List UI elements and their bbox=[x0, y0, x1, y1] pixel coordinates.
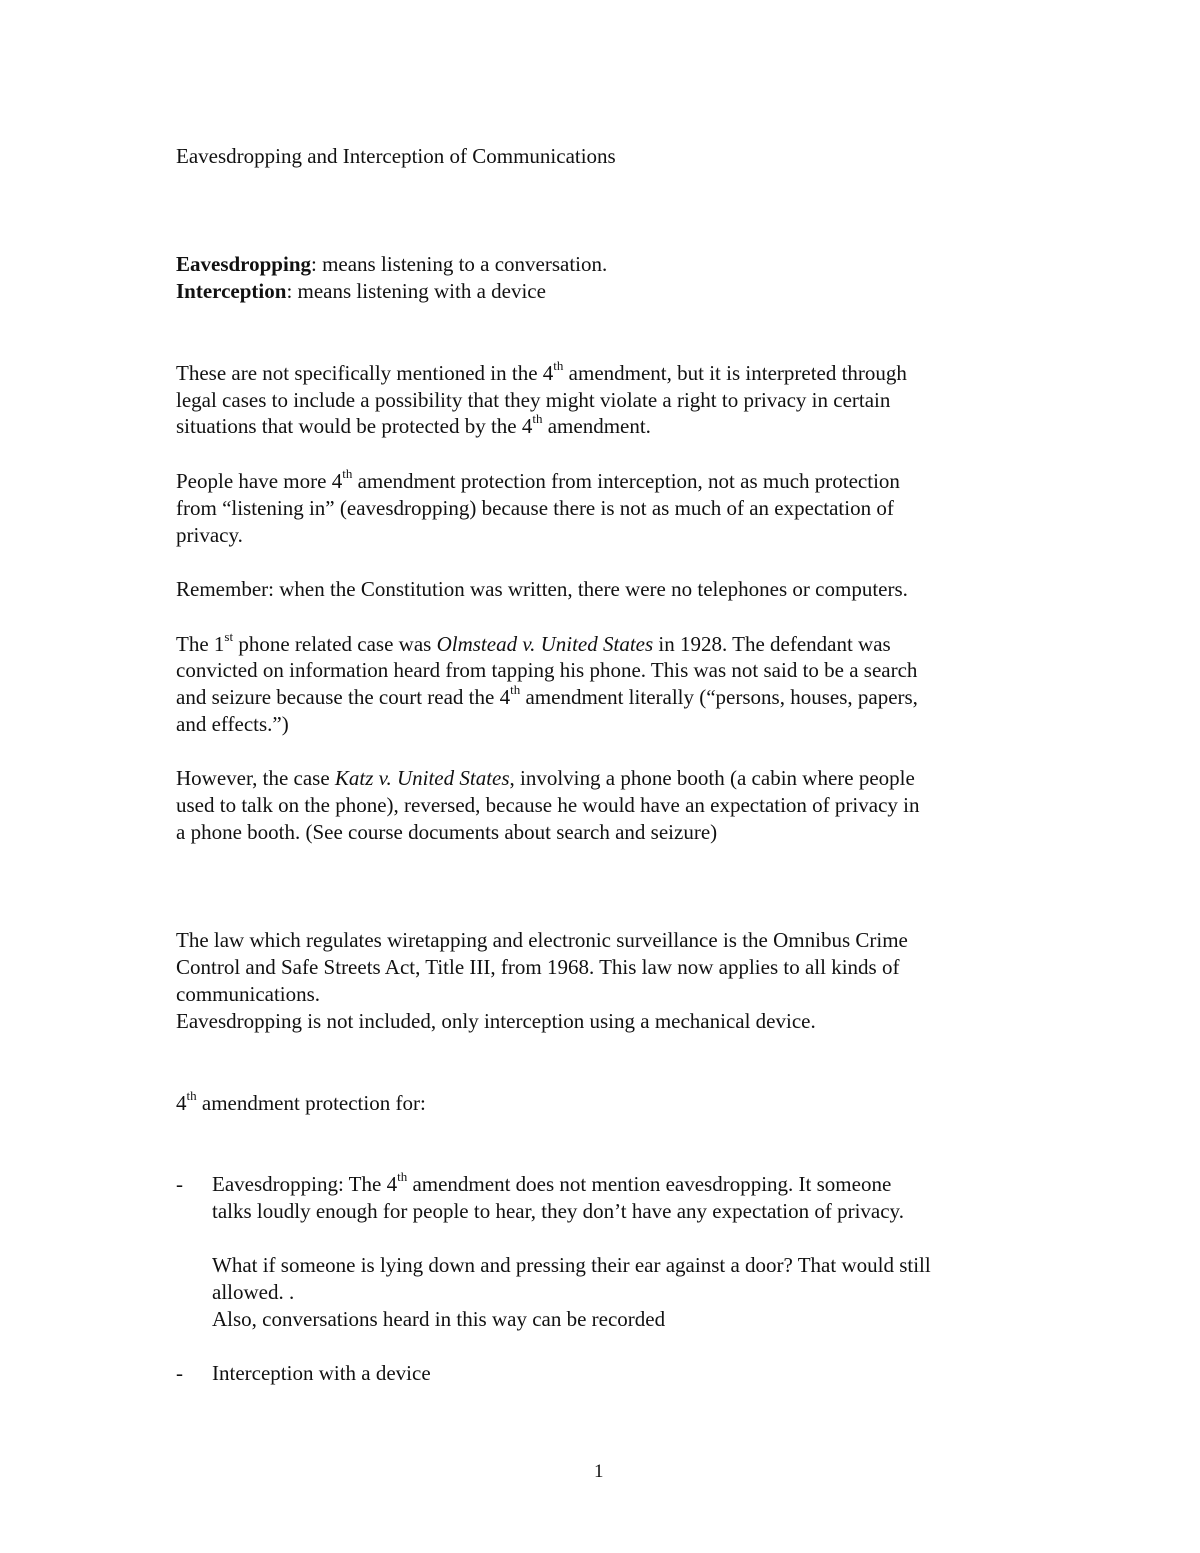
list-item: Interception with a device bbox=[212, 1361, 431, 1385]
text-run: amendment does not mention eavesdropping. It someone bbox=[407, 1172, 892, 1196]
text-run: amendment, but it is interpreted through bbox=[563, 361, 907, 385]
superscript: th bbox=[553, 358, 564, 373]
definition-term: Interception bbox=[176, 279, 287, 303]
paragraph-line bbox=[176, 360, 907, 387]
text-run: amendment protection for: bbox=[196, 1091, 426, 1115]
text-run: amendment protection from interception, not as much protection bbox=[352, 469, 900, 493]
paragraph-line bbox=[176, 1090, 426, 1117]
paragraph-line: Remember: when the Constitution was written, there were no telephones or computers. bbox=[176, 577, 908, 601]
superscript: st bbox=[224, 629, 234, 644]
definition-interception bbox=[176, 278, 546, 305]
text-run: The 1 bbox=[176, 632, 225, 656]
definition-text: : means listening with a device bbox=[286, 279, 546, 303]
paragraph-line bbox=[176, 765, 915, 792]
paragraph-line: Control and Safe Streets Act, Title III, from 1968. This law now applies to all kinds of bbox=[176, 955, 900, 979]
paragraph-line: legal cases to include a possibility that they might violate a right to privacy in certain bbox=[176, 388, 891, 412]
text-run: amendment literally (“persons, houses, papers, bbox=[520, 685, 918, 709]
case-name: Katz v. United States bbox=[334, 766, 510, 790]
superscript: th bbox=[342, 466, 353, 481]
text-run: 4 bbox=[176, 1091, 187, 1115]
paragraph-line: a phone booth. (See course documents about search and seizure) bbox=[176, 820, 718, 844]
list-item-line: Also, conversations heard in this way can be recorded bbox=[212, 1307, 666, 1331]
document-title: Eavesdropping and Interception of Communications bbox=[176, 144, 616, 168]
list-item bbox=[212, 1171, 891, 1198]
paragraph-line: and effects.”) bbox=[176, 712, 289, 736]
paragraph-line: used to talk on the phone), reversed, because he would have an expectation of privacy in bbox=[176, 793, 920, 817]
text-run: amendment. bbox=[542, 414, 651, 438]
definition-text: : means listening to a conversation. bbox=[311, 252, 608, 276]
paragraph-line bbox=[176, 468, 900, 495]
definition-eavesdropping bbox=[176, 251, 607, 278]
superscript: th bbox=[510, 682, 521, 697]
definition-term: Eavesdropping bbox=[176, 252, 311, 276]
text-run: in 1928. The defendant was bbox=[653, 632, 891, 656]
text-run: , involving a phone booth (a cabin where people bbox=[509, 766, 915, 790]
paragraph-line: privacy. bbox=[176, 523, 243, 547]
paragraph-line bbox=[176, 413, 651, 440]
superscript: th bbox=[532, 411, 543, 426]
text-run: People have more 4 bbox=[176, 469, 343, 493]
list-item-line: allowed. . bbox=[212, 1280, 295, 1304]
text-run: Eavesdropping: The 4 bbox=[212, 1172, 398, 1196]
list-item-line: What if someone is lying down and pressing their ear against a door? That would still bbox=[212, 1253, 931, 1277]
paragraph-line bbox=[176, 631, 891, 658]
paragraph-line: Eavesdropping is not included, only interception using a mechanical device. bbox=[176, 1009, 816, 1033]
text-run: situations that would be protected by the 4 bbox=[176, 414, 533, 438]
paragraph-line: from “listening in” (eavesdropping) because there is not as much of an expectation of bbox=[176, 496, 894, 520]
text-run: and seizure because the court read the 4 bbox=[176, 685, 511, 709]
paragraph-line: communications. bbox=[176, 982, 321, 1006]
superscript: th bbox=[397, 1169, 408, 1184]
case-name: Olmstead v. United States bbox=[436, 632, 654, 656]
superscript: th bbox=[186, 1088, 197, 1103]
list-item-line: talks loudly enough for people to hear, they don’t have any expectation of privacy. bbox=[212, 1199, 904, 1223]
list-marker: - bbox=[176, 1361, 183, 1385]
paragraph-line: convicted on information heard from tapping his phone. This was not said to be a search bbox=[176, 658, 918, 682]
paragraph-line: The law which regulates wiretapping and electronic surveillance is the Omnibus Crime bbox=[176, 928, 908, 952]
text-run: However, the case bbox=[176, 766, 335, 790]
page-number: 1 bbox=[594, 1461, 604, 1482]
text-run: These are not specifically mentioned in the 4 bbox=[176, 361, 554, 385]
text-run: phone related case was bbox=[233, 632, 437, 656]
paragraph-line bbox=[176, 684, 918, 711]
list-marker: - bbox=[176, 1172, 183, 1196]
